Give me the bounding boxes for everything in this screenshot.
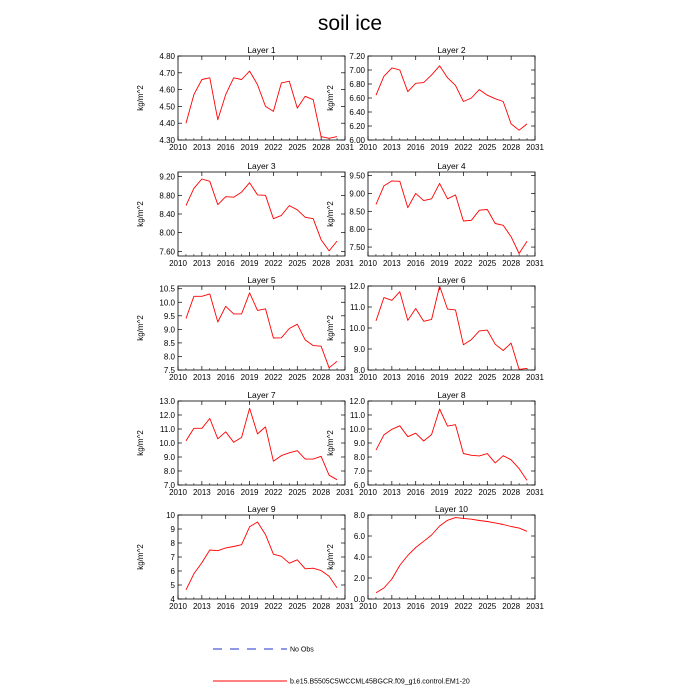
y-tick-label: 2.0 bbox=[353, 574, 365, 583]
x-tick-label: 2031 bbox=[336, 259, 354, 268]
x-tick-label: 2022 bbox=[264, 259, 283, 268]
x-tick-label: 2013 bbox=[192, 602, 211, 611]
y-tick-label: 7.50 bbox=[349, 243, 365, 253]
x-tick-label: 2022 bbox=[264, 488, 283, 497]
y-tick-label: 8.80 bbox=[159, 191, 175, 201]
x-tick-label: 2025 bbox=[288, 259, 307, 268]
x-tick-label: 2028 bbox=[312, 488, 331, 497]
y-tick-label: 11.0 bbox=[160, 425, 175, 434]
y-axis-label: kg/m^2 bbox=[136, 85, 145, 111]
x-tick-label: 2028 bbox=[502, 143, 521, 152]
series-line-layer-7 bbox=[186, 408, 337, 479]
panel-title: Layer 3 bbox=[247, 161, 276, 171]
x-tick-label: 2019 bbox=[430, 259, 449, 268]
y-tick-label: 7 bbox=[170, 553, 175, 562]
y-axis-label: kg/m^2 bbox=[136, 430, 145, 456]
x-tick-label: 2010 bbox=[169, 602, 187, 611]
x-tick-label: 2028 bbox=[312, 602, 331, 611]
legend-no-obs-label: No Obs bbox=[290, 646, 314, 654]
y-tick-label: 7.5 bbox=[163, 366, 175, 375]
x-tick-label: 2013 bbox=[382, 373, 401, 382]
y-tick-label: 4.60 bbox=[159, 85, 175, 95]
panel-title: Layer 5 bbox=[247, 275, 276, 285]
series-line-layer-10 bbox=[376, 518, 527, 593]
y-axis-label: kg/m^2 bbox=[326, 430, 335, 456]
y-tick-label: 10.5 bbox=[159, 284, 175, 294]
y-tick-label: 10.0 bbox=[159, 298, 175, 308]
x-tick-label: 2010 bbox=[359, 259, 377, 268]
series-line-layer-3 bbox=[186, 179, 337, 251]
x-tick-label: 2031 bbox=[526, 373, 544, 382]
y-tick-label: 4.50 bbox=[159, 102, 175, 112]
x-tick-label: 2022 bbox=[454, 373, 473, 382]
x-tick-label: 2019 bbox=[240, 488, 259, 497]
x-tick-label: 2016 bbox=[216, 488, 235, 497]
x-tick-label: 2028 bbox=[312, 373, 331, 382]
panel-layer-8 bbox=[326, 390, 544, 497]
x-tick-label: 2031 bbox=[526, 259, 544, 268]
legend-model-label: b.e15.B5505C5WCCML45BGCR.f09_g16.control.EM1-20 bbox=[290, 678, 470, 686]
plot-frame bbox=[178, 286, 345, 370]
x-tick-label: 2025 bbox=[478, 259, 497, 268]
y-tick-label: 8.00 bbox=[349, 225, 365, 235]
y-tick-label: 9.0 bbox=[353, 345, 365, 354]
y-tick-label: 6.80 bbox=[349, 80, 365, 89]
y-tick-label: 6.20 bbox=[349, 122, 365, 131]
y-tick-label: 8.50 bbox=[349, 207, 365, 217]
x-tick-label: 2019 bbox=[430, 373, 449, 382]
x-tick-label: 2025 bbox=[478, 143, 497, 152]
y-tick-label: 9.20 bbox=[159, 172, 175, 182]
y-tick-label: 13.0 bbox=[159, 397, 175, 406]
y-tick-label: 7.0 bbox=[353, 467, 365, 476]
y-axis-label: kg/m^2 bbox=[136, 544, 145, 570]
y-tick-label: 11.0 bbox=[350, 411, 365, 420]
y-axis-label: kg/m^2 bbox=[326, 201, 335, 227]
y-tick-label: 8.0 bbox=[353, 453, 365, 462]
y-axis-label: kg/m^2 bbox=[136, 201, 145, 227]
x-tick-label: 2028 bbox=[502, 488, 521, 497]
x-tick-label: 2028 bbox=[502, 602, 521, 611]
x-tick-label: 2010 bbox=[359, 143, 377, 152]
panel-layer-4 bbox=[326, 161, 544, 268]
y-tick-label: 11.0 bbox=[350, 303, 365, 312]
y-tick-label: 6.0 bbox=[353, 532, 365, 541]
y-tick-label: 8.5 bbox=[163, 338, 175, 348]
y-tick-label: 7.0 bbox=[163, 481, 175, 490]
y-tick-label: 12.0 bbox=[349, 397, 365, 406]
x-tick-label: 2025 bbox=[478, 602, 497, 611]
x-tick-label: 2031 bbox=[526, 143, 544, 152]
series-line-layer-1 bbox=[186, 71, 337, 138]
x-tick-label: 2022 bbox=[264, 602, 283, 611]
panel-title: Layer 10 bbox=[434, 504, 469, 514]
series-line-layer-5 bbox=[186, 293, 337, 368]
x-tick-label: 2025 bbox=[288, 143, 307, 152]
y-tick-label: 6.0 bbox=[353, 481, 365, 490]
x-tick-label: 2031 bbox=[336, 488, 354, 497]
panel-title: Layer 1 bbox=[247, 45, 276, 55]
x-tick-label: 2031 bbox=[336, 143, 354, 152]
plot-frame bbox=[178, 401, 345, 485]
y-tick-label: 10.0 bbox=[349, 425, 365, 434]
y-tick-label: 9 bbox=[170, 525, 175, 534]
x-tick-label: 2022 bbox=[454, 259, 473, 268]
y-axis-label: kg/m^2 bbox=[326, 315, 335, 341]
panel-title: Layer 8 bbox=[437, 390, 466, 400]
y-tick-label: 12.0 bbox=[349, 282, 365, 291]
panel-title: Layer 9 bbox=[247, 504, 276, 514]
y-tick-label: 0.0 bbox=[353, 595, 365, 604]
x-tick-label: 2019 bbox=[240, 602, 259, 611]
x-tick-label: 2031 bbox=[526, 602, 544, 611]
x-tick-label: 2025 bbox=[288, 488, 307, 497]
plot-frame bbox=[368, 172, 535, 256]
y-tick-label: 6 bbox=[170, 567, 175, 576]
y-tick-label: 8.0 bbox=[353, 366, 365, 375]
x-tick-label: 2016 bbox=[216, 259, 235, 268]
panel-layer-6 bbox=[326, 275, 544, 382]
y-axis-label: kg/m^2 bbox=[136, 315, 145, 341]
y-axis-label: kg/m^2 bbox=[326, 544, 335, 570]
x-tick-label: 2025 bbox=[478, 373, 497, 382]
x-tick-label: 2019 bbox=[430, 143, 449, 152]
x-tick-label: 2016 bbox=[216, 143, 235, 152]
x-tick-label: 2019 bbox=[430, 602, 449, 611]
y-tick-label: 7.20 bbox=[349, 52, 365, 61]
y-tick-label: 6.00 bbox=[349, 136, 365, 145]
y-tick-label: 9.50 bbox=[349, 171, 365, 181]
x-tick-label: 2022 bbox=[264, 143, 283, 152]
x-tick-label: 2016 bbox=[406, 488, 425, 497]
x-tick-label: 2022 bbox=[264, 373, 283, 382]
series-line-layer-8 bbox=[376, 409, 527, 480]
y-tick-label: 6.60 bbox=[349, 94, 365, 103]
x-tick-label: 2031 bbox=[336, 373, 354, 382]
x-tick-label: 2019 bbox=[240, 259, 259, 268]
y-tick-label: 4.70 bbox=[159, 68, 175, 78]
panel-layer-5 bbox=[136, 275, 354, 382]
series-line-layer-2 bbox=[376, 66, 527, 130]
y-tick-label: 10.0 bbox=[159, 439, 175, 448]
panel-layer-9 bbox=[136, 504, 354, 611]
y-tick-label: 9.00 bbox=[349, 189, 365, 199]
x-tick-label: 2022 bbox=[454, 488, 473, 497]
y-tick-label: 9.5 bbox=[163, 311, 175, 321]
y-tick-label: 8 bbox=[170, 539, 175, 548]
y-tick-label: 8.00 bbox=[159, 228, 175, 238]
x-tick-label: 2013 bbox=[192, 259, 211, 268]
x-tick-label: 2013 bbox=[192, 488, 211, 497]
x-tick-label: 2016 bbox=[216, 602, 235, 611]
x-tick-label: 2022 bbox=[454, 602, 473, 611]
y-tick-label: 8.0 bbox=[353, 511, 365, 520]
y-tick-label: 8.0 bbox=[163, 467, 175, 476]
y-tick-label: 4 bbox=[170, 595, 175, 604]
x-tick-label: 2013 bbox=[192, 143, 211, 152]
y-tick-label: 7.60 bbox=[159, 247, 175, 257]
x-tick-label: 2010 bbox=[359, 488, 377, 497]
x-tick-label: 2022 bbox=[454, 143, 473, 152]
y-tick-label: 4.40 bbox=[159, 119, 175, 129]
x-tick-label: 2031 bbox=[526, 488, 544, 497]
plot-frame bbox=[178, 56, 345, 140]
panel-layer-3 bbox=[136, 161, 354, 268]
x-tick-label: 2016 bbox=[216, 373, 235, 382]
x-tick-label: 2016 bbox=[406, 259, 425, 268]
y-tick-label: 9.0 bbox=[163, 453, 175, 462]
y-tick-label: 4.80 bbox=[159, 52, 175, 61]
y-tick-label: 9.0 bbox=[163, 325, 175, 335]
y-tick-label: 9.0 bbox=[353, 439, 365, 448]
y-tick-label: 7.00 bbox=[349, 66, 365, 75]
y-tick-label: 6.40 bbox=[349, 108, 365, 117]
panel-title: Layer 4 bbox=[437, 161, 466, 171]
x-tick-label: 2016 bbox=[406, 602, 425, 611]
x-tick-label: 2013 bbox=[382, 602, 401, 611]
panels bbox=[136, 45, 544, 611]
x-tick-label: 2010 bbox=[359, 602, 377, 611]
panel-layer-1 bbox=[136, 45, 354, 152]
plot-frame bbox=[368, 401, 535, 485]
x-tick-label: 2025 bbox=[288, 602, 307, 611]
x-tick-label: 2013 bbox=[382, 143, 401, 152]
x-tick-label: 2019 bbox=[240, 373, 259, 382]
x-tick-label: 2028 bbox=[502, 373, 521, 382]
x-tick-label: 2010 bbox=[359, 373, 377, 382]
panel-title: Layer 2 bbox=[437, 45, 466, 55]
y-tick-label: 10.0 bbox=[349, 324, 365, 333]
y-tick-label: 5 bbox=[170, 581, 175, 590]
x-tick-label: 2019 bbox=[240, 143, 259, 152]
panel-title: Layer 6 bbox=[437, 275, 466, 285]
x-tick-label: 2010 bbox=[169, 373, 187, 382]
y-tick-label: 12.0 bbox=[159, 411, 175, 420]
x-tick-label: 2010 bbox=[169, 488, 187, 497]
x-tick-label: 2016 bbox=[406, 373, 425, 382]
y-axis-label: kg/m^2 bbox=[326, 85, 335, 111]
panel-layer-10 bbox=[326, 504, 544, 611]
series-line-layer-9 bbox=[186, 522, 337, 590]
x-tick-label: 2031 bbox=[336, 602, 354, 611]
x-tick-label: 2019 bbox=[430, 488, 449, 497]
y-tick-label: 8.40 bbox=[159, 210, 175, 219]
plot-frame bbox=[178, 172, 345, 256]
x-tick-label: 2025 bbox=[288, 373, 307, 382]
legend bbox=[213, 647, 470, 686]
y-tick-label: 10 bbox=[166, 511, 175, 520]
panel-layer-2 bbox=[326, 45, 544, 152]
panel-title: Layer 7 bbox=[247, 390, 276, 400]
x-tick-label: 2025 bbox=[478, 488, 497, 497]
y-tick-label: 4.30 bbox=[159, 136, 175, 145]
series-line-layer-4 bbox=[376, 181, 527, 254]
panel-layer-7 bbox=[136, 390, 354, 497]
x-tick-label: 2010 bbox=[169, 259, 187, 268]
x-tick-label: 2028 bbox=[312, 259, 331, 268]
x-tick-label: 2013 bbox=[192, 373, 211, 382]
x-tick-label: 2013 bbox=[382, 259, 401, 268]
y-tick-label: 4.0 bbox=[353, 553, 365, 562]
plot-frame bbox=[368, 515, 535, 599]
x-tick-label: 2010 bbox=[169, 143, 187, 152]
y-tick-label: 8.0 bbox=[163, 352, 175, 362]
x-tick-label: 2028 bbox=[312, 143, 331, 152]
figure-title: soil ice bbox=[317, 12, 383, 35]
x-tick-label: 2016 bbox=[406, 143, 425, 152]
series-line-layer-6 bbox=[376, 286, 527, 369]
x-tick-label: 2013 bbox=[382, 488, 401, 497]
x-tick-label: 2028 bbox=[502, 259, 521, 268]
